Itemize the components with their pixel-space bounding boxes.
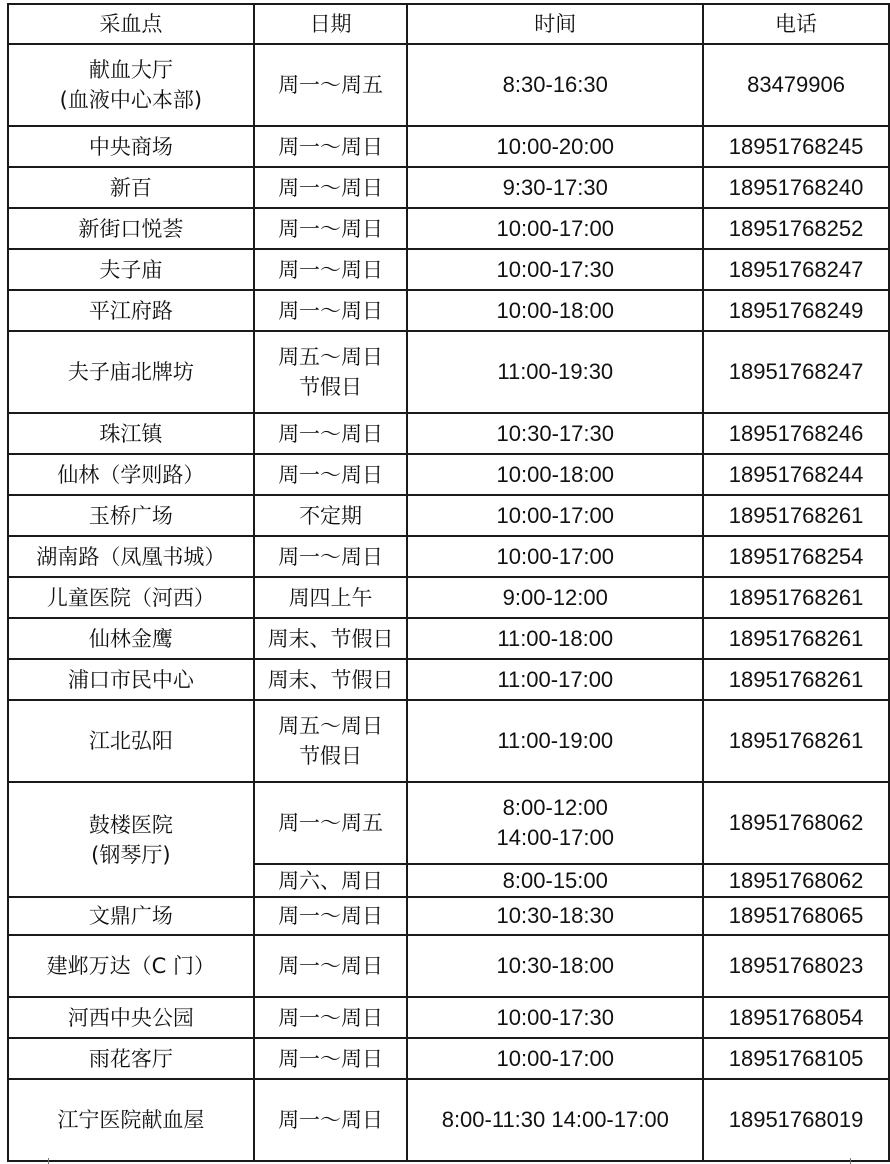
table-row bbox=[8, 331, 889, 413]
cell-time: 10:00-20:00 bbox=[407, 126, 703, 167]
cell-time: 10:00-17:30 bbox=[407, 997, 703, 1038]
cell-phone: 18951768065 bbox=[703, 897, 889, 935]
cell-date: 周一～周五 bbox=[254, 782, 408, 864]
cell-site: 文鼎广场 bbox=[8, 897, 254, 935]
table-row bbox=[8, 782, 889, 864]
cell-site: 新百 bbox=[8, 167, 254, 208]
cell-date: 周一～周日 bbox=[254, 290, 408, 331]
cell-phone: 18951768254 bbox=[703, 536, 889, 577]
table-row bbox=[8, 495, 889, 536]
cell-site: 仙林金鹰 bbox=[8, 618, 254, 659]
page-edge-mark bbox=[48, 1158, 49, 1164]
cell-time: 10:00-17:00 bbox=[407, 495, 703, 536]
cell-time: 11:00-19:30 bbox=[407, 331, 703, 413]
cell-phone: 18951768261 bbox=[703, 577, 889, 618]
cell-site: 平江府路 bbox=[8, 290, 254, 331]
cell-site: 雨花客厅 bbox=[8, 1038, 254, 1079]
table-row bbox=[8, 536, 889, 577]
cell-date: 周五～周日 节假日 bbox=[254, 700, 408, 782]
table-row bbox=[8, 208, 889, 249]
table-row bbox=[8, 1038, 889, 1079]
table-row bbox=[8, 659, 889, 700]
cell-date: 周末、节假日 bbox=[254, 659, 408, 700]
cell-site: 浦口市民中心 bbox=[8, 659, 254, 700]
cell-site: 河西中央公园 bbox=[8, 997, 254, 1038]
cell-phone: 18951768252 bbox=[703, 208, 889, 249]
header-row bbox=[8, 4, 889, 44]
cell-phone: 18951768261 bbox=[703, 618, 889, 659]
blood-donation-sites-table bbox=[7, 3, 890, 1162]
cell-site: 夫子庙北牌坊 bbox=[8, 331, 254, 413]
cell-time: 8:30-16:30 bbox=[407, 44, 703, 126]
cell-phone: 18951768247 bbox=[703, 331, 889, 413]
cell-time: 10:00-18:00 bbox=[407, 290, 703, 331]
cell-date: 周一～周日 bbox=[254, 935, 408, 997]
cell-time: 11:00-18:00 bbox=[407, 618, 703, 659]
cell-date: 周一～周日 bbox=[254, 167, 408, 208]
cell-phone: 18951768244 bbox=[703, 454, 889, 495]
cell-site: 儿童医院（河西） bbox=[8, 577, 254, 618]
page-edge-mark bbox=[850, 1158, 851, 1164]
cell-site: 湖南路（凤凰书城） bbox=[8, 536, 254, 577]
header-phone: 电话 bbox=[703, 4, 889, 44]
cell-site: 中央商场 bbox=[8, 126, 254, 167]
cell-phone: 18951768261 bbox=[703, 659, 889, 700]
cell-date: 周六、周日 bbox=[254, 864, 408, 897]
cell-phone: 18951768019 bbox=[703, 1079, 889, 1161]
cell-phone: 18951768054 bbox=[703, 997, 889, 1038]
cell-date: 周五～周日 节假日 bbox=[254, 331, 408, 413]
table-row bbox=[8, 618, 889, 659]
cell-date: 周一～周日 bbox=[254, 249, 408, 290]
cell-date: 周一～周日 bbox=[254, 1038, 408, 1079]
table-row bbox=[8, 167, 889, 208]
cell-time: 8:00-15:00 bbox=[407, 864, 703, 897]
cell-site: 鼓楼医院 (钢琴厅) bbox=[8, 782, 254, 897]
cell-time: 10:00-17:30 bbox=[407, 249, 703, 290]
cell-time: 10:00-17:00 bbox=[407, 536, 703, 577]
table-row bbox=[8, 997, 889, 1038]
cell-phone: 18951768062 bbox=[703, 782, 889, 864]
cell-date: 周一～周日 bbox=[254, 126, 408, 167]
cell-time: 8:00-11:30 14:00-17:00 bbox=[407, 1079, 703, 1161]
cell-site: 珠江镇 bbox=[8, 413, 254, 454]
cell-phone: 18951768247 bbox=[703, 249, 889, 290]
table-row bbox=[8, 577, 889, 618]
cell-site: 江宁医院献血屋 bbox=[8, 1079, 254, 1161]
cell-time: 9:30-17:30 bbox=[407, 167, 703, 208]
table-row bbox=[8, 126, 889, 167]
cell-phone: 18951768261 bbox=[703, 700, 889, 782]
cell-time: 10:00-18:00 bbox=[407, 454, 703, 495]
cell-date: 周末、节假日 bbox=[254, 618, 408, 659]
cell-date: 周一～周日 bbox=[254, 413, 408, 454]
table-row bbox=[8, 249, 889, 290]
cell-phone: 18951768023 bbox=[703, 935, 889, 997]
cell-phone: 18951768105 bbox=[703, 1038, 889, 1079]
cell-date: 不定期 bbox=[254, 495, 408, 536]
cell-time: 10:00-17:00 bbox=[407, 1038, 703, 1079]
table-row bbox=[8, 44, 889, 126]
cell-phone: 18951768246 bbox=[703, 413, 889, 454]
cell-site: 新街口悦荟 bbox=[8, 208, 254, 249]
cell-time: 10:00-17:00 bbox=[407, 208, 703, 249]
table-row bbox=[8, 413, 889, 454]
cell-time: 10:30-17:30 bbox=[407, 413, 703, 454]
cell-site: 仙林（学则路） bbox=[8, 454, 254, 495]
cell-time: 10:30-18:00 bbox=[407, 935, 703, 997]
cell-site: 夫子庙 bbox=[8, 249, 254, 290]
cell-time: 10:30-18:30 bbox=[407, 897, 703, 935]
cell-phone: 18951768249 bbox=[703, 290, 889, 331]
cell-site: 江北弘阳 bbox=[8, 700, 254, 782]
table-row bbox=[8, 454, 889, 495]
table-row bbox=[8, 700, 889, 782]
cell-time: 8:00-12:00 14:00-17:00 bbox=[407, 782, 703, 864]
header-time: 时间 bbox=[407, 4, 703, 44]
table-row bbox=[8, 935, 889, 997]
cell-site: 玉桥广场 bbox=[8, 495, 254, 536]
table-row bbox=[8, 897, 889, 935]
cell-time: 11:00-19:00 bbox=[407, 700, 703, 782]
cell-phone: 83479906 bbox=[703, 44, 889, 126]
cell-site: 建邺万达（C 门） bbox=[8, 935, 254, 997]
cell-date: 周一～周日 bbox=[254, 997, 408, 1038]
cell-phone: 18951768261 bbox=[703, 495, 889, 536]
header-date: 日期 bbox=[254, 4, 408, 44]
table-row bbox=[8, 290, 889, 331]
cell-date: 周四上午 bbox=[254, 577, 408, 618]
cell-phone: 18951768240 bbox=[703, 167, 889, 208]
cell-time: 11:00-17:00 bbox=[407, 659, 703, 700]
cell-date: 周一～周日 bbox=[254, 536, 408, 577]
header-site: 采血点 bbox=[8, 4, 254, 44]
cell-phone: 18951768245 bbox=[703, 126, 889, 167]
cell-date: 周一～周日 bbox=[254, 208, 408, 249]
cell-phone: 18951768062 bbox=[703, 864, 889, 897]
cell-site: 献血大厅 (血液中心本部) bbox=[8, 44, 254, 126]
cell-date: 周一～周日 bbox=[254, 897, 408, 935]
table-row bbox=[8, 1079, 889, 1161]
cell-time: 9:00-12:00 bbox=[407, 577, 703, 618]
cell-date: 周一～周日 bbox=[254, 1079, 408, 1161]
cell-date: 周一～周日 bbox=[254, 454, 408, 495]
cell-date: 周一～周五 bbox=[254, 44, 408, 126]
